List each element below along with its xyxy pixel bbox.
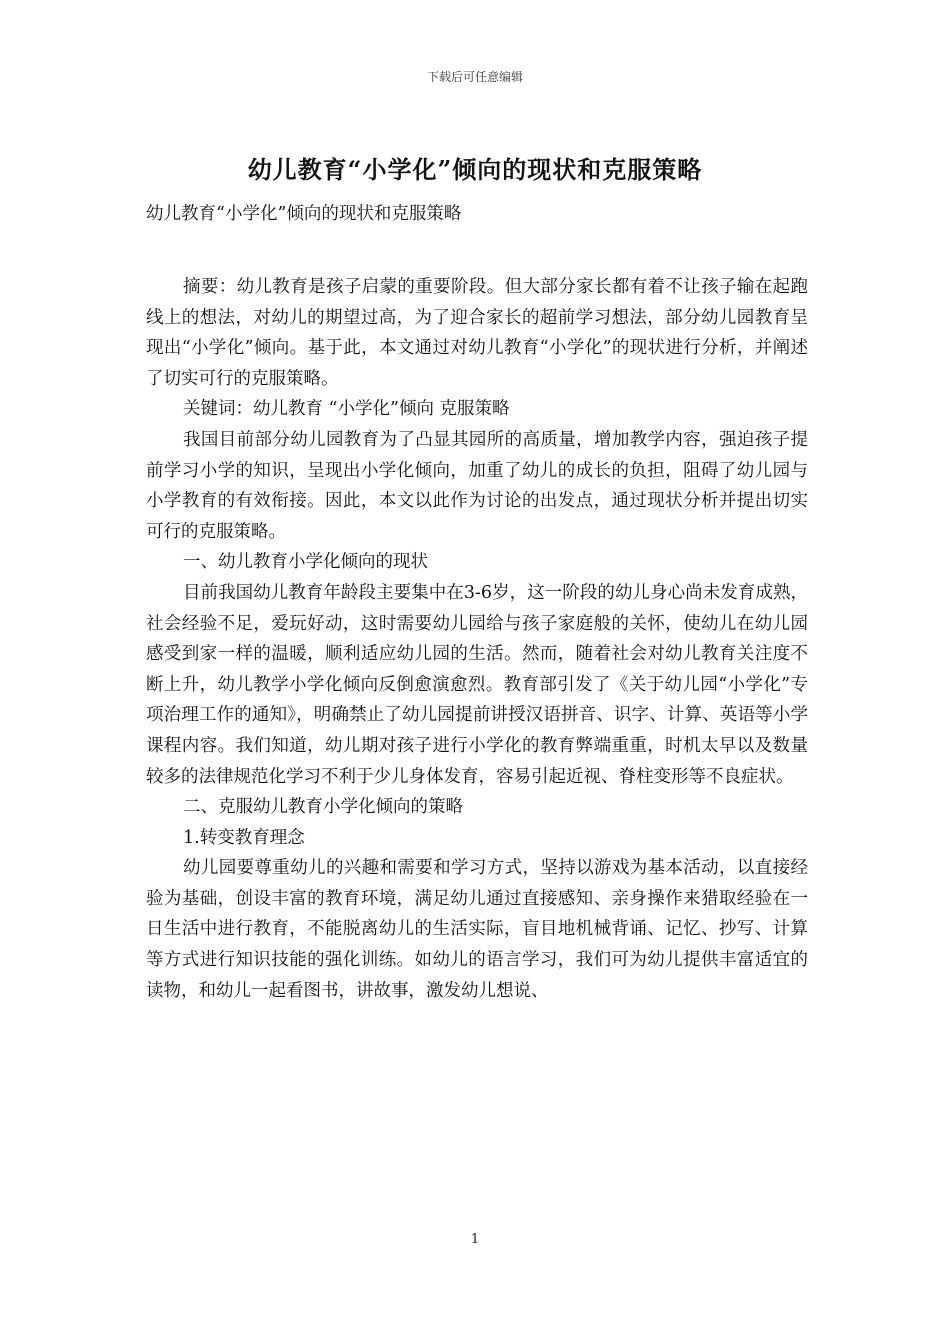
subsection-heading-1: 1.转变教育理念: [183, 827, 305, 848]
subsection-1-paragraph: 幼儿园要尊重幼儿的兴趣和需要和学习方式，坚持以游戏为基本活动，以直接经验为基础，创设丰富的教育环境，满足幼儿通过直接感知、亲身操作来猎取经验在一日生活中进行教育，不能脱离幼儿的生活实际，盲目地机械背诵、记忆、抄写、计算等方式进行知识技能的强化训练。如幼儿的语言学习，我们可为幼儿提供丰富适宜的读物，和幼儿一起看图书，讲故事，激发幼儿想说、: [146, 858, 808, 1001]
section-heading-2: 二、克服幼儿教育小学化倾向的策略: [183, 797, 463, 818]
section-1-paragraph: 目前我国幼儿教育年龄段主要集中在3-6岁，这一阶段的幼儿身心尚未发育成熟，社会经验不足，爱玩好动，这时需要幼儿园给与孩子家庭般的关怀，使幼儿在幼儿园感受到家一样的温暖，顺利适应幼儿园的生活。然而，随着社会对幼儿教育关注度不断上升，幼儿教学小学化倾向反倒愈演愈烈。教育部引发了《关于幼儿园“小学化”专项治理工作的通知》，明确禁止了幼儿园提前讲授汉语拼音、识字、计算、英语等小学课程内容。我们知道，幼儿期对孩子进行小学化的教育弊端重重，时机太早以及数量较多的法律规范化学习不利于少儿身体发育，容易引起近视、脊柱变形等不良症状。: [146, 582, 808, 787]
page-number: 1: [470, 1232, 480, 1247]
header-note: 下载后可任意编辑: [426, 70, 523, 84]
document-subtitle: 幼儿教育“小学化”倾向的现状和克服策略: [146, 204, 462, 224]
section-heading-1: 一、幼儿教育小学化倾向的现状: [183, 552, 428, 573]
keywords-paragraph: 关键词：幼儿教育 “小学化”倾向 克服策略: [183, 399, 510, 420]
document-body: [146, 272, 808, 1006]
document-title: 幼儿教育“小学化”倾向的现状和克服策略: [247, 155, 703, 184]
intro-paragraph: 我国目前部分幼儿园教育为了凸显其园所的高质量，增加教学内容，强迫孩子提前学习小学的知识，呈现出小学化倾向，加重了幼儿的成长的负担，阻碍了幼儿园与小学教育的有效衔接。因此，本文以此作为讨论的出发点，通过现状分析并提出切实可行的克服策略。: [146, 429, 808, 542]
abstract-paragraph: 摘要：幼儿教育是孩子启蒙的重要阶段。但大部分家长都有着不让孩子输在起跑线上的想法，对幼儿的期望过高，为了迎合家长的超前学习想法，部分幼儿园教育呈现出“小学化”倾向。基于此，本文通过对幼儿教育“小学化”的现状进行分析，并阐述了切实可行的克服策略。: [146, 277, 808, 389]
